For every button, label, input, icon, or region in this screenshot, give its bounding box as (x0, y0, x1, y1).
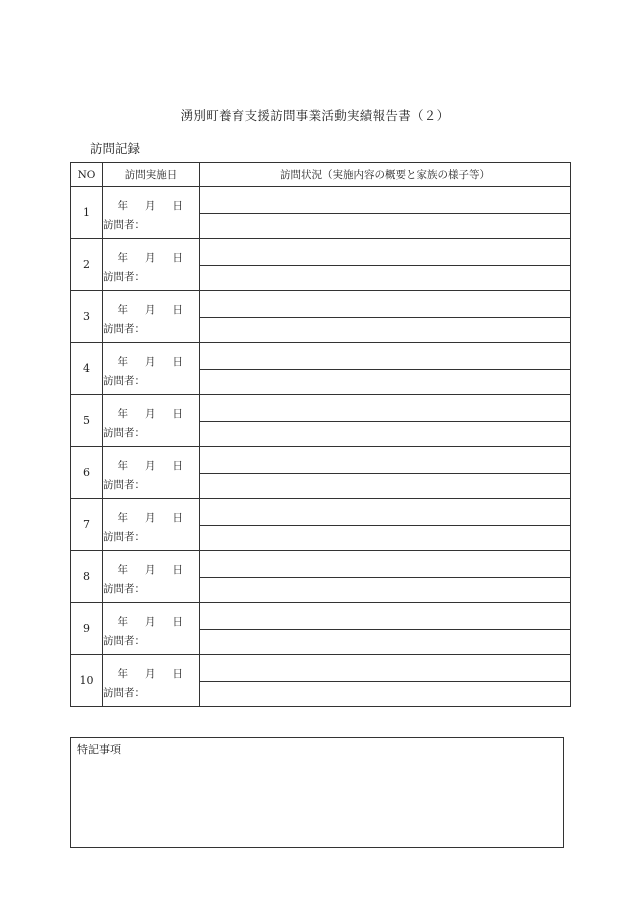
visit-date-cell[interactable] (103, 239, 200, 291)
year-label: 年 (117, 200, 128, 212)
header-visit-date: 訪問実施日 (103, 163, 200, 187)
row-number: 8 (71, 551, 103, 603)
row-number: 1 (71, 187, 103, 239)
table-header-row (71, 163, 571, 187)
date-line (103, 510, 199, 525)
table-row (71, 499, 571, 526)
row-number: 4 (71, 343, 103, 395)
visitor-label: 訪問者： (103, 687, 145, 699)
table-row (71, 447, 571, 474)
status-line[interactable] (200, 447, 571, 474)
status-line[interactable] (200, 603, 571, 630)
row-number: 7 (71, 499, 103, 551)
visit-date-cell[interactable] (103, 395, 200, 447)
visit-date-cell[interactable] (103, 603, 200, 655)
visit-date-cell[interactable] (103, 187, 200, 239)
visit-date-cell[interactable] (103, 655, 200, 707)
year-label: 年 (117, 616, 128, 628)
year-label: 年 (117, 564, 128, 576)
date-line (103, 354, 199, 369)
table-row (71, 655, 571, 682)
day-label: 日 (172, 252, 183, 264)
day-label: 日 (172, 564, 183, 576)
year-label: 年 (117, 668, 128, 680)
visitor-label: 訪問者： (103, 375, 145, 387)
status-line[interactable] (200, 630, 571, 655)
date-line (103, 614, 199, 629)
status-line[interactable] (200, 682, 571, 707)
notes-box[interactable] (70, 737, 564, 848)
table-row (71, 187, 571, 214)
row-number: 10 (71, 655, 103, 707)
status-line[interactable] (200, 422, 571, 447)
day-label: 日 (172, 460, 183, 472)
month-label: 月 (145, 564, 156, 576)
month-label: 月 (145, 252, 156, 264)
table-row (71, 343, 571, 370)
status-line[interactable] (200, 291, 571, 318)
row-number: 9 (71, 603, 103, 655)
date-line (103, 562, 199, 577)
date-line (103, 666, 199, 681)
visit-date-cell[interactable] (103, 551, 200, 603)
month-label: 月 (145, 304, 156, 316)
day-label: 日 (172, 356, 183, 368)
year-label: 年 (117, 512, 128, 524)
date-line (103, 302, 199, 317)
visitor-label: 訪問者： (103, 531, 145, 543)
status-line[interactable] (200, 266, 571, 291)
month-label: 月 (145, 668, 156, 680)
month-label: 月 (145, 408, 156, 420)
header-no: NO (71, 163, 103, 187)
table-row (71, 551, 571, 578)
month-label: 月 (145, 512, 156, 524)
visitor-label: 訪問者： (103, 479, 145, 491)
day-label: 日 (172, 408, 183, 420)
status-line[interactable] (200, 318, 571, 343)
visitor-label: 訪問者： (103, 271, 145, 283)
status-line[interactable] (200, 499, 571, 526)
month-label: 月 (145, 616, 156, 628)
day-label: 日 (172, 616, 183, 628)
status-line[interactable] (200, 474, 571, 499)
status-line[interactable] (200, 343, 571, 370)
status-line[interactable] (200, 655, 571, 682)
row-number: 3 (71, 291, 103, 343)
visitor-label: 訪問者： (103, 635, 145, 647)
document-title: 湧別町養育支援訪問事業活動実績報告書（２） (180, 108, 450, 123)
status-line[interactable] (200, 370, 571, 395)
row-number: 2 (71, 239, 103, 291)
status-line[interactable] (200, 526, 571, 551)
row-number: 5 (71, 395, 103, 447)
month-label: 月 (145, 356, 156, 368)
visitor-label: 訪問者： (103, 583, 145, 595)
notes-label: 特記事項 (77, 743, 121, 756)
visitor-label: 訪問者： (103, 427, 145, 439)
table-row (71, 239, 571, 266)
date-line (103, 198, 199, 213)
table-row (71, 291, 571, 318)
status-line[interactable] (200, 551, 571, 578)
visit-date-cell[interactable] (103, 499, 200, 551)
visit-date-cell[interactable] (103, 291, 200, 343)
section-heading: 訪問記録 (90, 141, 141, 156)
status-line[interactable] (200, 214, 571, 239)
visit-rows (71, 187, 571, 707)
day-label: 日 (172, 512, 183, 524)
day-label: 日 (172, 200, 183, 212)
year-label: 年 (117, 356, 128, 368)
year-label: 年 (117, 460, 128, 472)
visitor-label: 訪問者： (103, 323, 145, 335)
month-label: 月 (145, 460, 156, 472)
day-label: 日 (172, 668, 183, 680)
month-label: 月 (145, 200, 156, 212)
status-line[interactable] (200, 395, 571, 422)
status-line[interactable] (200, 578, 571, 603)
table-row (71, 603, 571, 630)
visit-record-table (70, 162, 571, 707)
visit-date-cell[interactable] (103, 447, 200, 499)
year-label: 年 (117, 252, 128, 264)
table-row (71, 395, 571, 422)
year-label: 年 (117, 408, 128, 420)
date-line (103, 250, 199, 265)
day-label: 日 (172, 304, 183, 316)
date-line (103, 458, 199, 473)
visit-date-cell[interactable] (103, 343, 200, 395)
visitor-label: 訪問者： (103, 219, 145, 231)
date-line (103, 406, 199, 421)
status-line[interactable] (200, 239, 571, 266)
header-visit-status: 訪問状況（実施内容の概要と家族の様子等） (200, 163, 571, 187)
year-label: 年 (117, 304, 128, 316)
row-number: 6 (71, 447, 103, 499)
status-line[interactable] (200, 187, 571, 214)
